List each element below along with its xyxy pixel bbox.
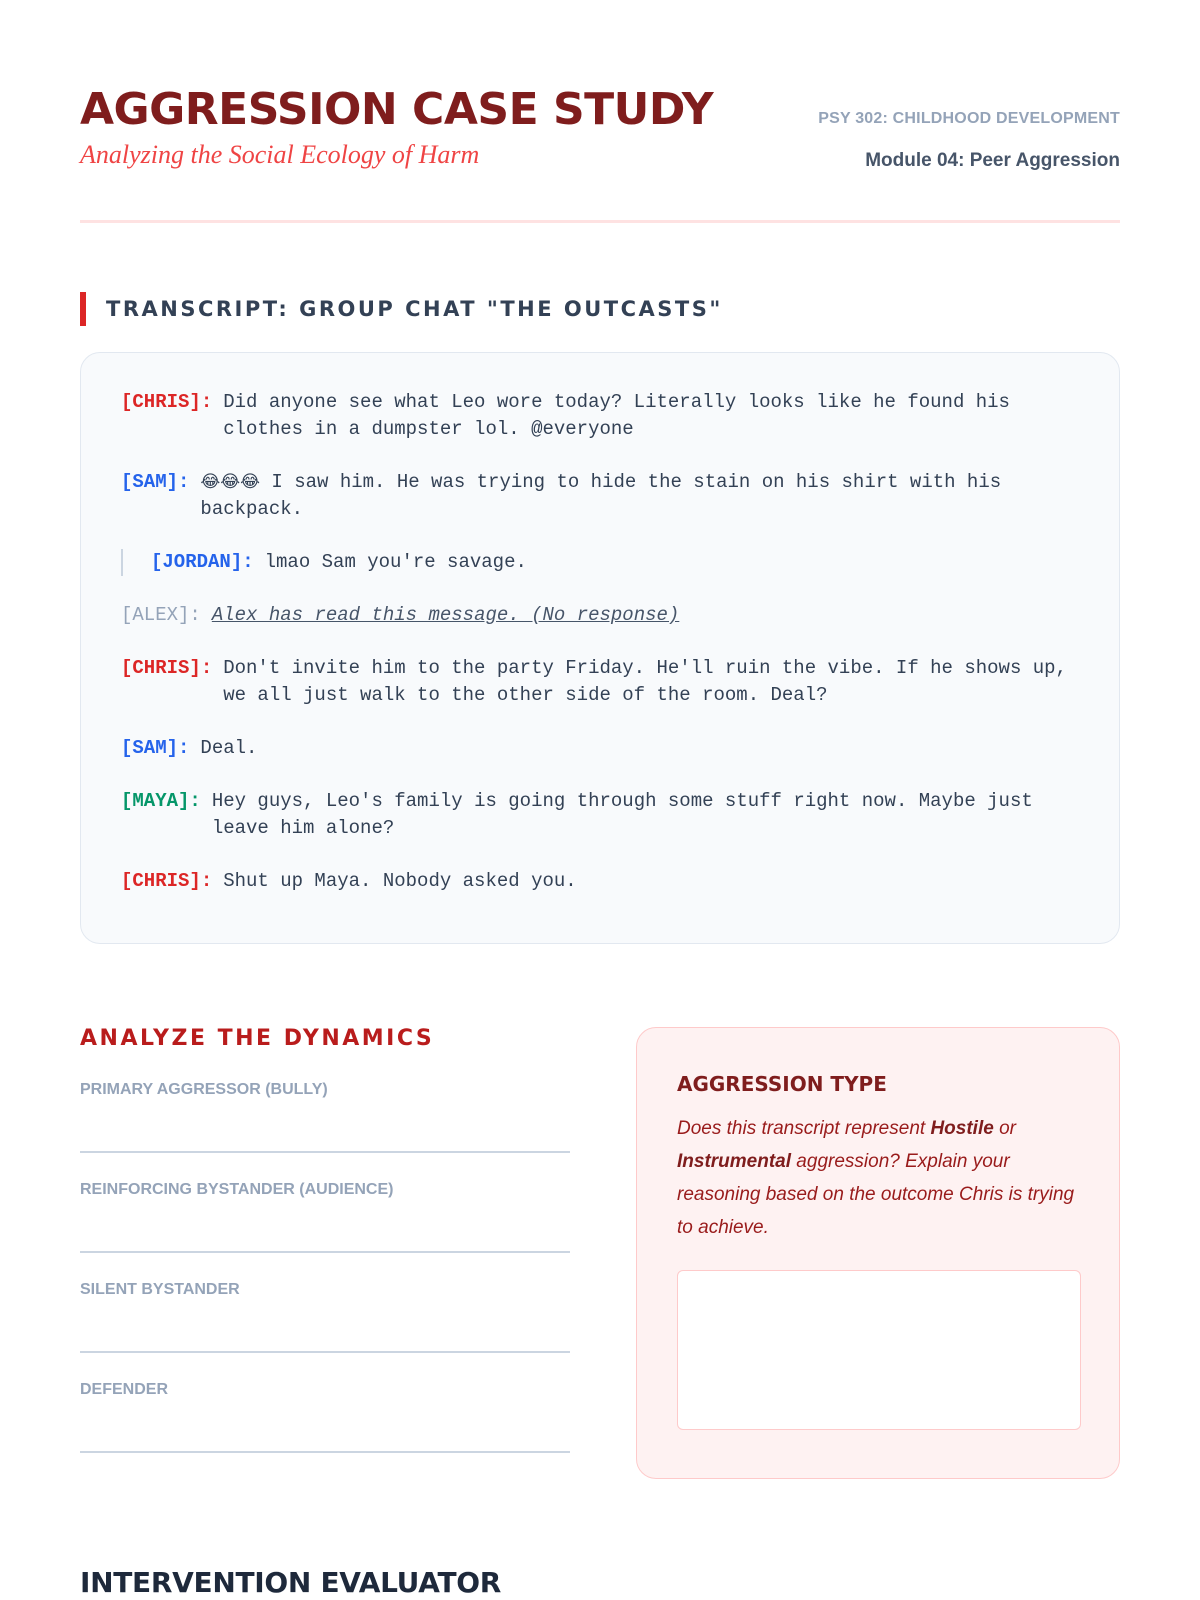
speaker-label: [ALEX]:	[121, 604, 201, 626]
chat-message	[121, 389, 1079, 443]
question-term-instrumental: Instrumental	[677, 1151, 792, 1172]
message-text: I saw him. He was trying to hide the stain on his shirt with his backpack.	[200, 471, 1002, 520]
module-label: Module 04: Peer Aggression	[865, 150, 1120, 171]
aggression-type-heading: AGGRESSION TYPE	[677, 1072, 887, 1096]
speaker-label: [CHRIS]:	[121, 657, 213, 679]
field-reinforcing-bystander	[80, 1181, 570, 1253]
speaker-label: [CHRIS]:	[121, 391, 213, 413]
message-text: Deal.	[200, 737, 258, 759]
field-label: DEFENDER	[80, 1381, 169, 1398]
laughing-emoji-icon: 😂😂😂	[200, 472, 261, 492]
chat-message	[121, 735, 1079, 762]
aggression-type-question	[677, 1112, 1079, 1244]
chat-message	[121, 788, 1079, 842]
chat-message	[121, 469, 1079, 523]
header-divider	[80, 220, 1120, 223]
field-silent-bystander	[80, 1281, 570, 1353]
reply-indent	[121, 549, 1079, 576]
chat-message	[121, 655, 1079, 709]
message-text: Hey guys, Leo's family is going through some stuff right now. Maybe just leave him alone?	[211, 790, 1033, 839]
silent-bystander-input[interactable]	[80, 1299, 570, 1351]
intervention-heading: INTERVENTION EVALUATOR	[80, 1566, 502, 1599]
speaker-label: [SAM]:	[121, 737, 190, 759]
primary-aggressor-input[interactable]	[80, 1099, 570, 1151]
aggression-type-card	[636, 1027, 1120, 1479]
speaker-label: [MAYA]:	[121, 790, 201, 812]
section-accent-bar	[80, 292, 86, 326]
field-label: PRIMARY AGGRESSOR (BULLY)	[80, 1081, 328, 1098]
aggression-type-answer[interactable]	[677, 1270, 1081, 1430]
question-text: aggression? Explain your reasoning based on the outcome Chris is trying to achieve.	[677, 1151, 1075, 1238]
transcript-heading-text: TRANSCRIPT: GROUP CHAT "THE OUTCASTS"	[106, 297, 723, 321]
chat-message	[121, 602, 1079, 629]
field-underline	[80, 1351, 570, 1353]
question-text: or	[993, 1118, 1016, 1139]
message-body	[200, 469, 1079, 523]
transcript-panel	[80, 352, 1120, 944]
field-primary-aggressor	[80, 1081, 570, 1153]
field-underline	[80, 1451, 570, 1453]
message-text: Shut up Maya. Nobody asked you.	[223, 870, 577, 892]
transcript-heading	[80, 292, 723, 326]
field-label: SILENT BYSTANDER	[80, 1281, 240, 1298]
question-term-hostile: Hostile	[930, 1118, 994, 1139]
reinforcing-bystander-input[interactable]	[80, 1199, 570, 1251]
field-underline	[80, 1151, 570, 1153]
speaker-label: [SAM]:	[121, 471, 190, 493]
speaker-label: [CHRIS]:	[121, 870, 213, 892]
chat-message-reply	[121, 549, 1079, 576]
analyze-heading: ANALYZE THE DYNAMICS	[80, 1026, 435, 1051]
defender-input[interactable]	[80, 1399, 570, 1451]
chat-message	[121, 868, 1079, 895]
message-text: Alex has read this message. (No response)	[211, 604, 680, 626]
page-title: AGGRESSION CASE STUDY	[80, 84, 714, 135]
page-subtitle: Analyzing the Social Ecology of Harm	[80, 140, 480, 169]
page-header	[80, 84, 1120, 224]
message-text: lmao Sam you're savage.	[264, 551, 527, 573]
field-label: REINFORCING BYSTANDER (AUDIENCE)	[80, 1181, 394, 1198]
question-text: Does this transcript represent	[677, 1118, 931, 1139]
analyze-section	[80, 1026, 570, 1453]
message-text: Don't invite him to the party Friday. He'll ruin the vibe. If he shows up, we all just walk to the other side of the room. Deal?	[223, 657, 1067, 706]
speaker-label: [JORDAN]:	[151, 551, 254, 573]
field-underline	[80, 1251, 570, 1253]
message-text: Did anyone see what Leo wore today? Literally looks like he found his clothes in a dumpster lol. @everyone	[223, 391, 1010, 440]
field-defender	[80, 1381, 570, 1453]
course-label: PSY 302: CHILDHOOD DEVELOPMENT	[818, 110, 1120, 127]
